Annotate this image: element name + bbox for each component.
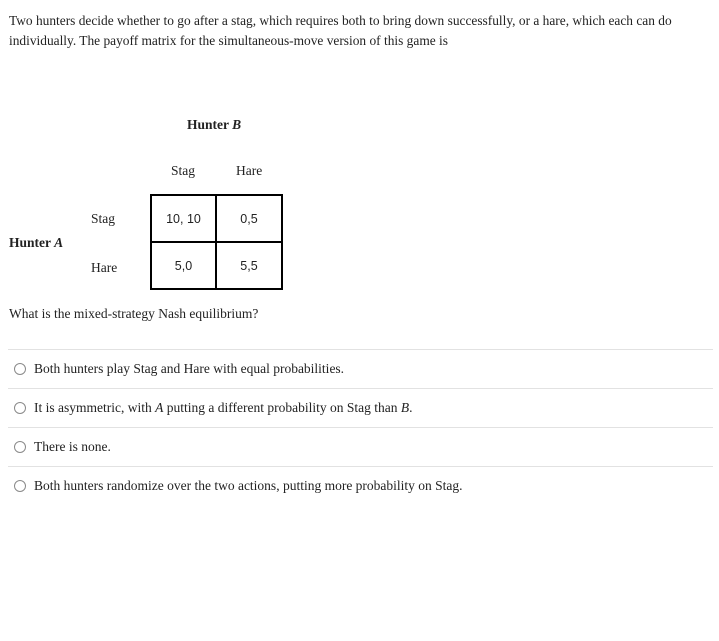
question-intro: Two hunters decide whether to go after a stag, which requires both to bring down successfully, or a hare, which each can do individually. The payoff matrix for the simultaneous-move version of this game is xyxy=(9,13,672,48)
payoff-cell: 5,5 xyxy=(216,242,282,289)
option-label: Both hunters play Stag and Hare with equal probabilities. xyxy=(34,361,345,376)
radio-button[interactable] xyxy=(14,363,26,375)
payoff-cell: 0,5 xyxy=(216,195,282,242)
radio-button[interactable] xyxy=(14,441,26,453)
matrix-row xyxy=(151,242,282,289)
option-label: Both hunters randomize over the two actions, putting more probability on Stag. xyxy=(34,478,463,493)
payoff-cell: 5,0 xyxy=(151,242,216,289)
answer-options xyxy=(8,349,713,505)
matrix-row xyxy=(151,195,282,242)
row-label-hare: Hare xyxy=(91,260,118,275)
row-player-label: Hunter A xyxy=(9,235,64,250)
option-label: It is asymmetric, with A putting a different probability on Stag than B. xyxy=(34,400,413,415)
payoff-matrix xyxy=(150,194,283,290)
row-label-stag: Stag xyxy=(91,211,116,226)
answer-option-1[interactable] xyxy=(8,349,713,388)
payoff-cell: 10, 10 xyxy=(151,195,216,242)
answer-option-4[interactable] xyxy=(8,466,713,505)
question-text: What is the mixed-strategy Nash equilibrium? xyxy=(9,306,259,321)
answer-option-3[interactable] xyxy=(8,427,713,466)
radio-button[interactable] xyxy=(14,480,26,492)
column-label-stag: Stag xyxy=(171,163,196,178)
column-label-hare: Hare xyxy=(236,163,263,178)
radio-button[interactable] xyxy=(14,402,26,414)
answer-option-2[interactable] xyxy=(8,388,713,427)
column-player-label: Hunter B xyxy=(187,117,242,132)
option-label: There is none. xyxy=(34,439,111,454)
